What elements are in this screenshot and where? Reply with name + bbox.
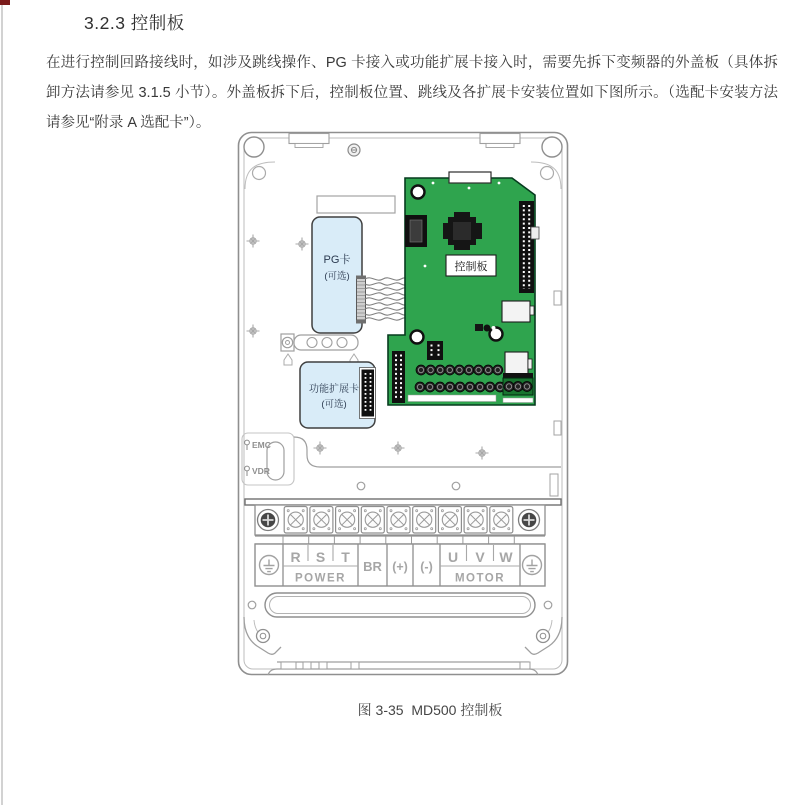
- terminal-r: R: [290, 549, 301, 565]
- screw-terminal: [284, 507, 307, 534]
- pg-card-connector: [356, 276, 366, 324]
- jumper-block: [427, 341, 443, 360]
- pg-card: [312, 217, 366, 333]
- terminal-dc-plus: (+): [392, 560, 408, 574]
- screw-terminal: [310, 507, 333, 534]
- board-screw-hole: [490, 328, 503, 341]
- control-board-pcb: [388, 172, 539, 405]
- screw-terminal: [438, 507, 461, 534]
- control-board-label-text: 控制板: [454, 261, 488, 273]
- relay-component: [502, 301, 534, 322]
- board-screw-hole: [411, 331, 424, 344]
- keypad-slot: [317, 196, 395, 213]
- expansion-card: [300, 362, 376, 428]
- board-top-connector: [449, 172, 491, 183]
- terminal-label-row: [255, 544, 545, 586]
- screw-terminal: [387, 507, 410, 534]
- expansion-card-connector: [360, 368, 376, 419]
- board-right-pin-header: [519, 201, 534, 293]
- pg-card-title: PG卡: [323, 254, 351, 266]
- terminal-dc-minus: (-): [420, 560, 433, 574]
- inverter-diagram: [237, 131, 569, 683]
- ground-screw-right: [519, 510, 540, 531]
- relay-terminal-block: [503, 373, 533, 395]
- terminal-br: BR: [363, 559, 382, 574]
- screw-terminal: [464, 507, 487, 534]
- screw-terminal: [413, 507, 436, 534]
- top-center-screw: [348, 144, 360, 156]
- motor-group-label: MOTOR: [454, 572, 506, 585]
- bottom-vent-slot: [248, 593, 552, 617]
- emc-label: EMC: [252, 440, 271, 450]
- screw-terminal: [336, 507, 359, 534]
- mounting-hole-top-right: [542, 137, 562, 157]
- ground-screw-left: [258, 510, 279, 531]
- terminal-v: V: [475, 549, 485, 565]
- page-corner-mark: [0, 0, 10, 5]
- board-left-connector: [405, 215, 427, 247]
- board-left-pin-header: [392, 351, 405, 403]
- expansion-card-subtitle: (可选): [321, 399, 347, 410]
- terminal-cover-edge: [245, 499, 561, 505]
- body-paragraph: 在进行控制回路接线时，如涉及跳线操作、PG 卡接入或功能扩展卡接入时，需要先拆下变频器的外盖板（具体拆卸方法请参见 3.1.5 小节）。外盖板拆下后，控制板位置、跳线及各扩展卡安装位置如下图所示。（选配卡安装方法请参见“附录 A 选配卡”）。: [46, 55, 778, 131]
- power-group-label: POWER: [295, 572, 346, 585]
- control-terminal-row-lower: [415, 382, 505, 392]
- vdr-label: VDR: [252, 466, 270, 476]
- figure-caption: 图 3-35 MD500 控制板: [357, 702, 503, 718]
- terminal-t: T: [341, 549, 350, 565]
- pg-card-subtitle: (可选): [324, 271, 350, 282]
- section-heading: 3.2.3 控制板: [84, 13, 185, 33]
- control-board-label: [446, 255, 496, 276]
- expansion-card-title: 功能扩展卡: [309, 384, 359, 395]
- control-terminal-row-upper: [416, 365, 503, 375]
- terminal-s: S: [315, 549, 326, 565]
- terminal-u: U: [447, 549, 459, 565]
- terminal-w: W: [499, 549, 513, 565]
- screw-terminal: [490, 507, 513, 534]
- figure-md500-control-board: [237, 131, 569, 683]
- mounting-hole-top-left: [244, 137, 264, 157]
- left-page-border: [1, 0, 3, 805]
- board-screw-hole: [412, 186, 425, 199]
- screw-terminal: [361, 507, 384, 534]
